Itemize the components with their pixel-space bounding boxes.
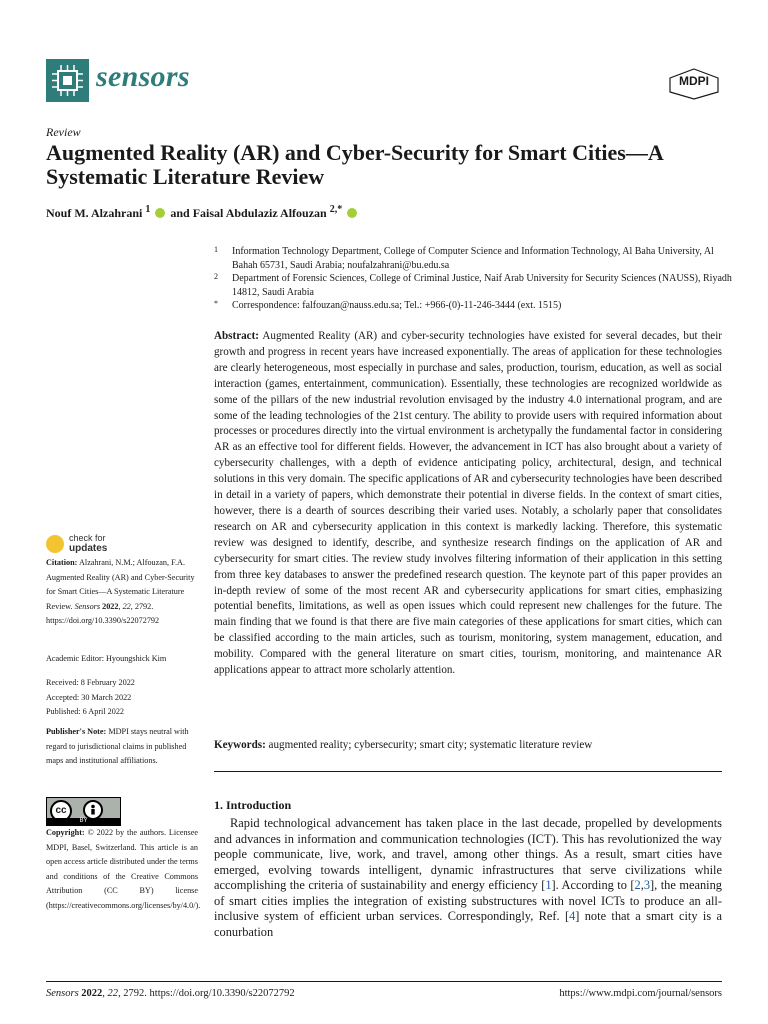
citation-year: 2022 (102, 601, 119, 611)
cc-icon: cc (50, 800, 72, 822)
mdpi-logo-text: MDPI (679, 74, 709, 88)
mdpi-logo-icon (668, 68, 720, 105)
affiliation-item (214, 272, 734, 299)
affiliations (214, 245, 734, 313)
correspondence-text: Correspondence: falfouzan@nauss.edu.sa; Tel.: +966-(0)-11-246-3444 (ext. 1515) (232, 300, 562, 311)
affiliation-marker: 1 (214, 245, 218, 254)
publisher-note (46, 725, 198, 769)
intro-text: Rapid technological advancement has taken place in the last decade, propelled by developments and advances in information and communication technologies (ICT). This has revolutionized the way people communicate, live, work, and travel, among other things. As a result, smart cities have emerged, evolving towards intelligent, dynamic infrastructures that serve civilizations while accomplishing the criteria of sustainability and energy efficiency [ (214, 816, 722, 892)
author-line (46, 204, 359, 221)
affiliation-marker: * (214, 299, 218, 308)
footer-journal-url[interactable]: https://www.mdpi.com/journal/sensors (559, 988, 722, 999)
academic-editor: Academic Editor: Hyoungshick Kim (46, 654, 167, 663)
author-name: Nouf M. Alzahrani (46, 206, 143, 220)
check-updates-icon (46, 535, 64, 553)
cc-license-badge[interactable] (46, 797, 121, 826)
intro-paragraph (214, 816, 722, 940)
copyright-block (46, 826, 201, 913)
footer-journal: Sensors (46, 988, 79, 999)
citation-label: Citation: (46, 558, 78, 567)
citation-volume: 22 (122, 601, 131, 611)
intro-text: ]. According to [ (551, 878, 635, 892)
footer-citation: Sensors 2022, 22, 2792. https://doi.org/10.3390/s22072792 (46, 988, 295, 999)
section-heading: 1. Introduction (214, 798, 292, 812)
publisher-note-label: Publisher's Note: (46, 727, 107, 736)
journal-logo-icon (46, 59, 89, 102)
citation-link[interactable]: 3 (643, 878, 651, 892)
orcid-icon[interactable] (347, 208, 357, 218)
footer-doi[interactable]: , 2792. https://doi.org/10.3390/s22072792 (118, 988, 295, 999)
article-title: Augmented Reality (AR) and Cyber-Security for Smart Cities—A Systematic Literature Review (46, 140, 663, 189)
abstract-label: Abstract: (214, 330, 259, 342)
footer-divider (46, 981, 722, 982)
abstract (214, 329, 722, 679)
author-joiner: and (170, 206, 190, 220)
citation-block: Citation: Alzahrani, N.M.; Alfouzan, F.A. Augmented Reality (AR) and Cyber-Security for Smart Cities—A Systematic Literature Review. Sensors 2022, 22, 2792. https://doi.org/10.3390/s22072792 (46, 558, 195, 625)
affiliation-text: Department of Forensic Sciences, College of Criminal Justice, Naif Arab University for Security Sciences (NAUSS), Riyadh 14812, Saudi Arabia (232, 273, 732, 298)
accepted-date: Accepted: 30 March 2022 (46, 692, 132, 702)
publisher-note-text: MDPI stays neutral with regard to jurisdictional claims in published maps and institutional affiliations. (46, 727, 189, 765)
keywords (214, 739, 722, 751)
affiliation-text: Information Technology Department, College of Computer Science and Information Technology, Al Baha University, Al Bahah 65731, Saudi Arabia; noufalzahrani@bu.edu.sa (232, 246, 714, 271)
affiliation-item (214, 299, 734, 313)
author-name: Faisal Abdulaziz Alfouzan (192, 206, 327, 220)
orcid-icon[interactable] (155, 208, 165, 218)
citation-link[interactable]: 1 (545, 878, 552, 892)
citation-journal: Sensors (74, 601, 101, 611)
dates-block (46, 676, 198, 720)
citation-text: Alzahrani, N.M.; Alfouzan, F.A. Augmented Reality (AR) and Cyber-Security for Smart Cities—A Systematic Literature Review. (46, 558, 195, 611)
received-date: Received: 8 February 2022 (46, 678, 135, 687)
citation-separator: , (640, 878, 644, 892)
check-updates-line1: check for (69, 533, 106, 543)
author-affiliation-marker: 2,* (329, 204, 343, 215)
section-divider (214, 771, 722, 772)
copyright-text: © 2022 by the authors. Licensee MDPI, Basel, Switzerland. This article is an open access article distributed under the terms and conditions of the Creative Commons Attribution (CC BY) license (https://creativecommons.org/licenses/by/4.0/). (46, 828, 201, 910)
cc-by-label: BY (47, 818, 120, 825)
citation-doi[interactable]: , 2792. https://doi.org/10.3390/s22072792 (46, 601, 160, 625)
article-type: Review (46, 125, 81, 139)
footer-year: 2022 (81, 988, 103, 999)
copyright-label: Copyright: (46, 828, 85, 837)
journal-name: sensors (96, 60, 190, 93)
affiliation-marker: 2 (214, 272, 218, 281)
keywords-text: augmented reality; cybersecurity; smart city; systematic literature review (268, 739, 593, 751)
citation-link[interactable]: 2 (634, 878, 641, 892)
abstract-text: Augmented Reality (AR) and cyber-security technologies have existed for several decades, but their growth and progress in recent years have increased exponentially. The areas of application for these technologies are clearly heterogeneous, most especially in purchase and sales, production, tourism, education, as well as social interaction (games, entertainment, communication). Essentially, these technologies are recognized worldwide as some of the pillars of the new industrial revolution envisaged by the industry 4.0 international program, and are some of the leading technologies of the 21st century. The ability to provide users with required information about processes or procedures directly into the virtual environment is archetypally the fundamental factor in considering AR as an effective tool for different fields. However, the advancement in ICT has also brought about a variety of cybersecurity challenges, with a depth of evidence anticipating policy, architectural, design, and technical solutions in this very domain. The specific applications of AR and cybersecurity technologies have been described in detail in a variety of papers, which demonstrate their potential in diverse fields. In the context of smart cities, however, there is a dearth of sources describing their varied uses. Notably, a scholarly paper that consolidates research on AR and cybersecurity application in this context is markedly lacking. Therefore, this systematic review was designed to identify, describe, and synthesize research findings on the application of AR and cybersecurity for smart cities. The review study involves filtering information of their application in this setting from three key databases to answer the predefined research question. The keynote part of this paper provides an in-depth review of some of the most recent AR and cybersecurity applications for smart cities, emphasizing potential benefits, limitations, as well as open issues which could represent new challenges for the future. The main finding that we found is that there are five main categories of these applications for smart cities, which can be classified according to the main articles, such as tourism, monitoring, system management, education, and mobility. Compared with the general literature on smart cities, tourism, monitoring, and maintenance AR applications appear to attract more scholarly attention. (214, 330, 722, 677)
affiliation-item (214, 245, 734, 272)
footer-volume: 22 (107, 988, 119, 999)
intro-text: ] note that a smart city is a conurbation (214, 909, 722, 939)
check-updates-line2: updates (69, 543, 108, 554)
attribution-icon (83, 800, 103, 820)
keywords-label: Keywords: (214, 739, 266, 751)
published-date: Published: 6 April 2022 (46, 707, 125, 716)
check-updates-text (69, 533, 107, 554)
citation-link[interactable]: 4 (569, 909, 576, 923)
intro-text: ], the meaning of smart cities implies the integration of existing substructures with novel ICTs to produce an all-inclusive system of efficient urban services. Correspondingly, Ref. [ (214, 878, 722, 923)
author-affiliation-marker: 1 (145, 204, 151, 215)
